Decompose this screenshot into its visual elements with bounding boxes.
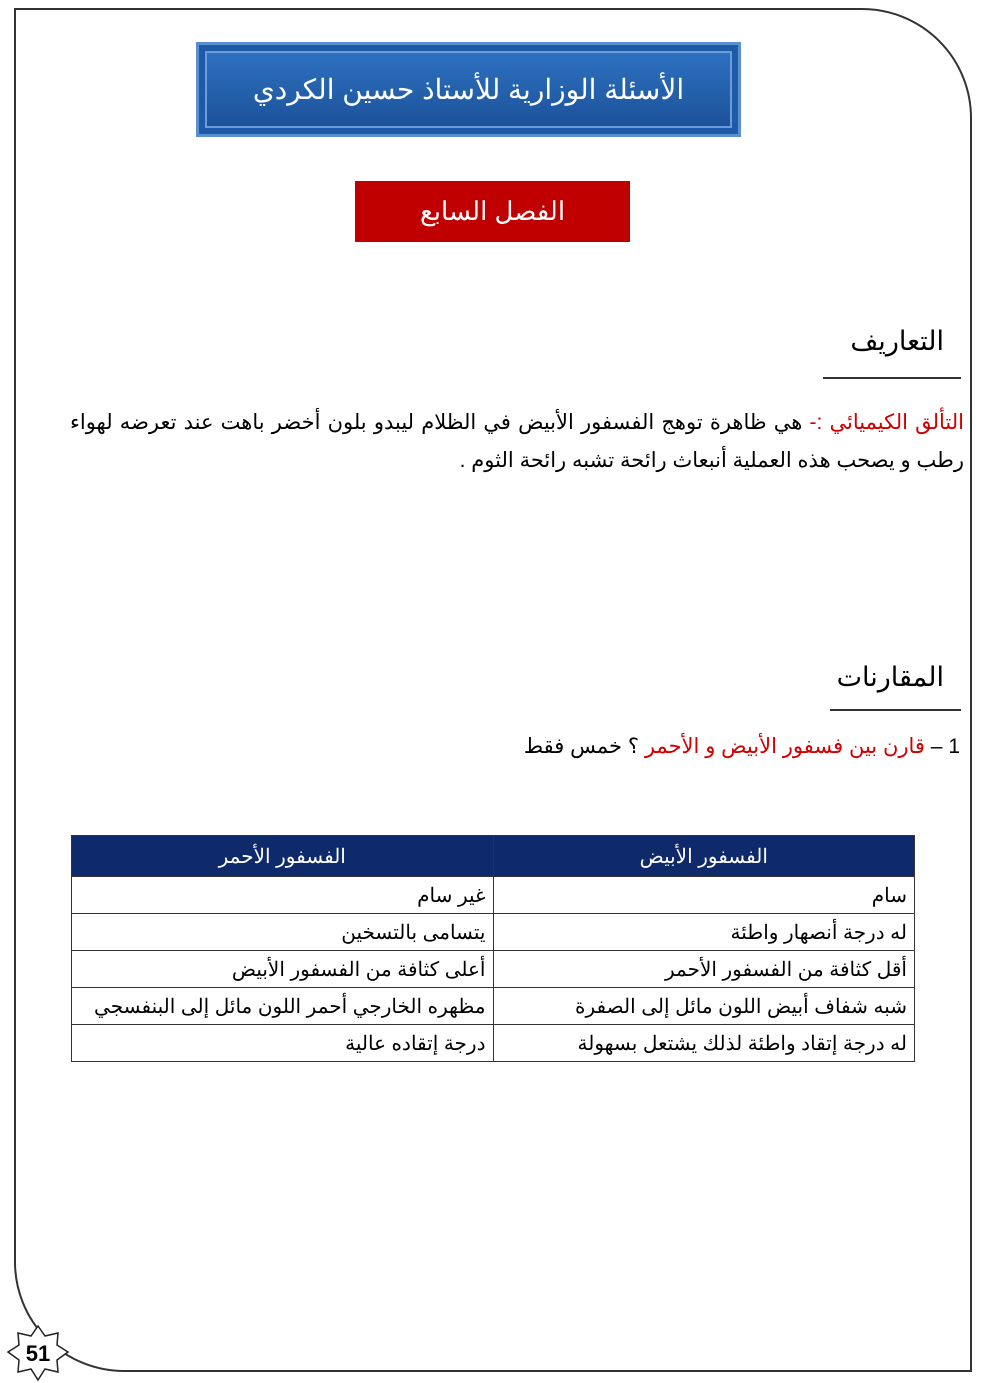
question-number: 1 – [930,735,960,758]
question-text: قارن بين فسفور الأبيض و الأحمر [639,735,931,758]
table-cell: أعلى كثافة من الفسفور الأبيض [72,951,494,988]
table-cell: يتسامى بالتسخين [72,914,494,951]
column-header: الفسفور الأبيض [493,836,915,877]
page-title: الأسئلة الوزارية للأستاذ حسين الكردي [196,42,741,137]
table-cell: شبه شفاف أبيض اللون مائل إلى الصفرة [493,988,915,1025]
comparison-table [71,835,915,1062]
page-number-badge [6,1324,70,1382]
definition-paragraph [70,404,964,480]
divider [823,377,961,379]
table-cell: له درجة أنصهار واطئة [493,914,915,951]
comparisons-heading: المقارنات [836,662,944,692]
table-row [72,877,915,914]
page-number: 51 [25,1341,51,1366]
chapter-title: الفصل السابع [355,181,630,242]
table-cell: له درجة إتقاد واطئة لذلك يشتعل بسهولة [493,1025,915,1062]
table-row [72,988,915,1025]
table-cell: أقل كثافة من الفسفور الأحمر [493,951,915,988]
table-row [72,951,915,988]
table-row [72,914,915,951]
table-cell: سام [493,877,915,914]
definition-term: التألق الكيميائي :- [809,411,964,434]
table-cell: مظهره الخارجي أحمر اللون مائل إلى البنفسجي [72,988,494,1025]
table-cell: غير سام [72,877,494,914]
comparison-question [524,734,960,759]
definition-text: هي ظاهرة توهج الفسفور الأبيض في الظلام ليبدو بلون أخضر باهت عند تعرضه لهواء رطب و يصحب هذه العملية أنبعاث رائحة تشبه رائحة الثوم . [70,411,964,472]
table-header-row [72,836,915,877]
column-header: الفسفور الأحمر [72,836,494,877]
table-cell: درجة إتقاده عالية [72,1025,494,1062]
definitions-heading: التعاريف [850,326,944,356]
question-tail: ؟ خمس فقط [523,735,640,758]
table-row [72,1025,915,1062]
divider [830,709,961,711]
